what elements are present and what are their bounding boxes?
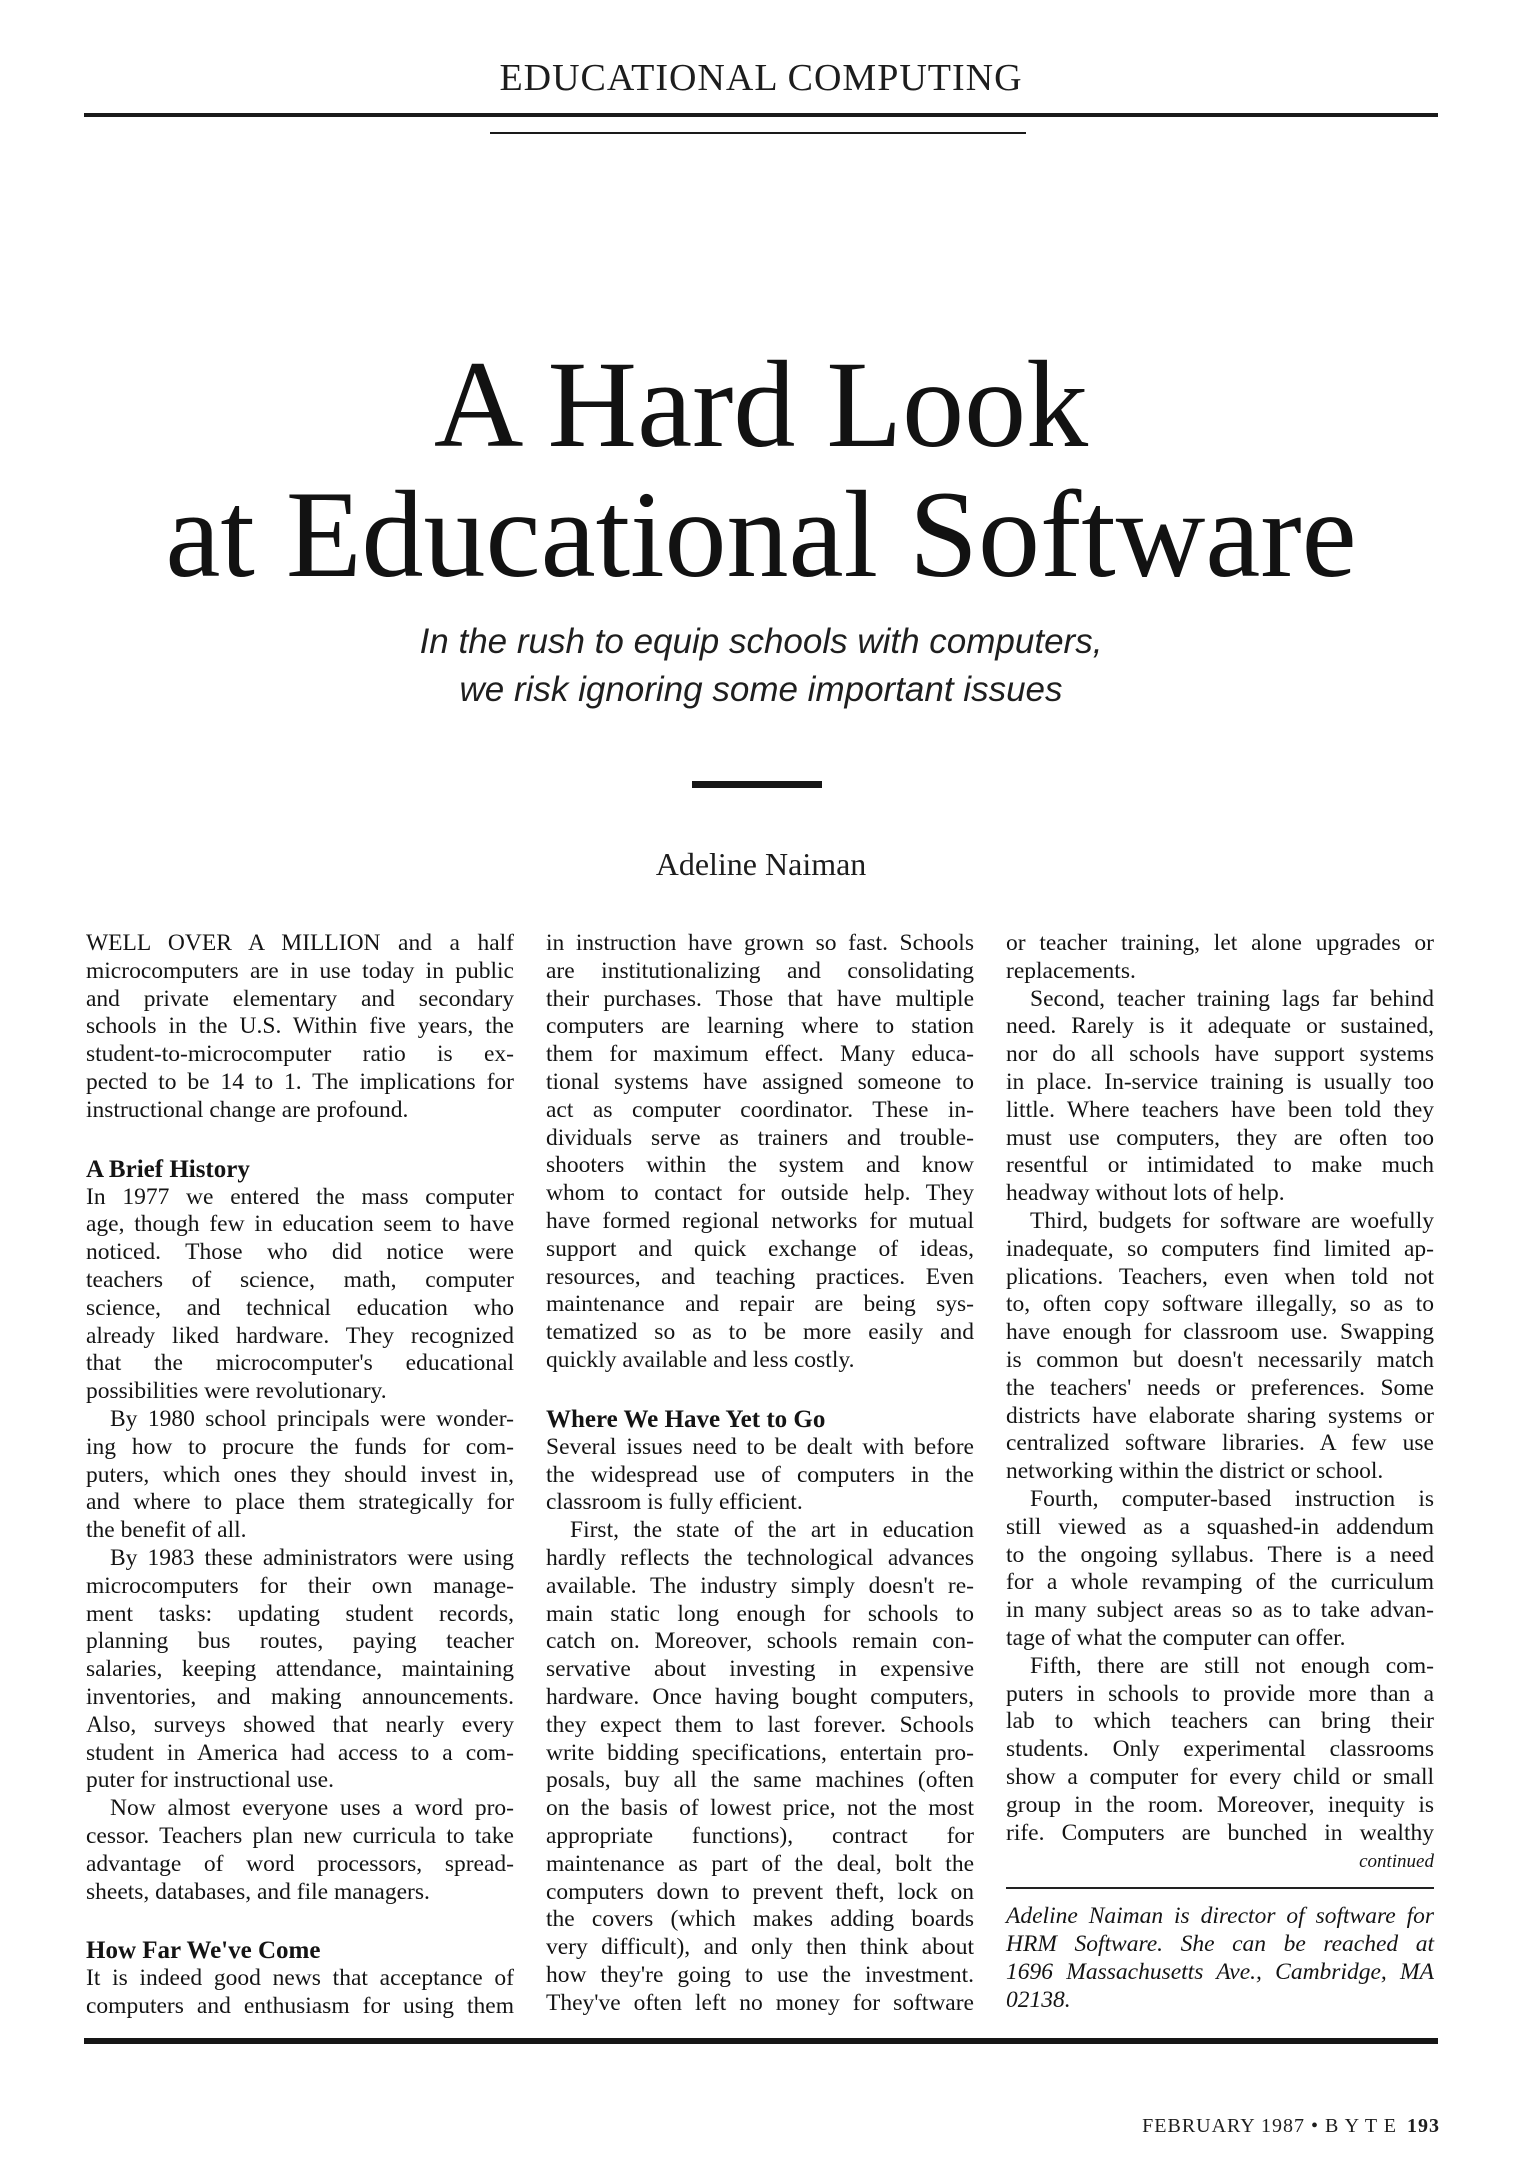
text-line: act as computer coordinator. These in- (546, 1096, 974, 1123)
text-line: and private elementary and secondary (86, 985, 514, 1012)
text-line: available. The industry simply doesn't re- (546, 1572, 974, 1599)
author-bio (1006, 1903, 1434, 2014)
text-line: how they're going to use the investment. (546, 1961, 974, 1988)
text-line: student-to-microcomputer ratio is ex- (86, 1041, 514, 1068)
text-line: hardware. Once having bought computers, (546, 1683, 974, 1710)
text-line: tematized so as to be more easily and (546, 1319, 974, 1346)
text-line: districts have elaborate sharing systems or (1006, 1402, 1434, 1429)
text-line: teachers of science, math, computer (86, 1266, 514, 1293)
text-line: very difficult), and only then think about (546, 1934, 974, 1961)
section-label: EDUCATIONAL COMPUTING (499, 57, 1023, 99)
text-line: First, the state of the art in education (570, 1517, 974, 1544)
text-line: the teachers' needs or preferences. Some (1006, 1374, 1434, 1401)
text-line: puters, which ones they should invest in, (86, 1461, 514, 1488)
text-line: ing how to procure the funds for com- (86, 1433, 514, 1460)
text-line: still viewed as a squashed-in addendum (1006, 1513, 1434, 1540)
text-line: salaries, keeping attendance, maintaining (86, 1656, 514, 1683)
text-line: quickly available and less costly. (546, 1346, 855, 1373)
text-line: pected to be 14 to 1. The implications for (86, 1068, 514, 1095)
text-line: By 1983 these administrators were using (110, 1544, 514, 1571)
text-line: for a whole revamping of the curriculum (1006, 1569, 1434, 1596)
text-line: By 1980 school principals were wonder- (110, 1405, 514, 1432)
text-line: catch on. Moreover, schools remain con- (546, 1628, 974, 1655)
text-line: planning bus routes, paying teacher (86, 1628, 514, 1655)
text-line: must use computers, they are often too (1006, 1124, 1434, 1151)
text-line: them for maximum effect. Many educa- (546, 1041, 974, 1068)
subtitle-line-1: In the rush to equip schools with computers, (419, 622, 1103, 661)
text-line: networking within the district or school. (1006, 1458, 1384, 1485)
text-line: Fourth, computer-based instruction is (1030, 1485, 1434, 1512)
text-line: dividuals serve as trainers and trouble- (546, 1124, 974, 1151)
text-line: Now almost everyone uses a word pro- (110, 1795, 514, 1822)
text-line: whom to contact for outside help. They (546, 1180, 974, 1207)
text-line: Third, budgets for software are woefully (1030, 1207, 1434, 1234)
text-line: schools in the U.S. Within five years, the (86, 1013, 514, 1040)
text-line: hardly reflects the technological advances (546, 1544, 974, 1571)
text-line: maintenance as part of the deal, bolt the (546, 1850, 974, 1877)
text-line: tage of what the computer can offer. (1006, 1624, 1346, 1651)
paragraph (1006, 1486, 1434, 1653)
text-line: maintenance and repair are being sys- (546, 1291, 974, 1318)
text-line: Fifth, there are still not enough com- (1030, 1652, 1434, 1679)
paragraph (86, 1965, 514, 2021)
text-line: classroom is fully efficient. (546, 1489, 803, 1516)
text-line: on the basis of lowest price, not the most (546, 1795, 974, 1822)
text-line: the benefit of all. (86, 1517, 247, 1544)
text-line: age, though few in education seem to have (86, 1211, 514, 1238)
text-line: advantage of word processors, spread- (86, 1850, 514, 1877)
text-line: instructional change are profound. (86, 1096, 409, 1123)
text-line: tional systems have assigned someone to (546, 1068, 974, 1095)
text-line: headway without lots of help. (1006, 1180, 1285, 1207)
text-line: and where to place them strategically for (86, 1489, 514, 1516)
article-title-line-1: A Hard Look (433, 336, 1089, 473)
text-line: show a computer for every child or small (1006, 1763, 1434, 1790)
text-line: computers and enthusiasm for using them (86, 1993, 514, 2020)
text-line: Also, surveys showed that nearly every (86, 1711, 514, 1738)
paragraph (1006, 1653, 1434, 1848)
text-line: shooters within the system and know (546, 1152, 974, 1179)
section-gap (86, 1125, 514, 1155)
section-gap (86, 1906, 514, 1936)
text-line: centralized software libraries. A few use (1006, 1430, 1434, 1457)
text-line: that the microcomputer's educational (86, 1350, 514, 1377)
paragraph (86, 1184, 514, 1406)
text-line: ment tasks: updating student records, (86, 1600, 514, 1627)
text-line: possibilities were revolutionary. (86, 1378, 387, 1405)
text-line: noticed. Those who did notice were (86, 1239, 514, 1266)
text-line: inventories, and making announcements. (86, 1683, 514, 1710)
text-line: to the ongoing syllabus. There is a need (1006, 1541, 1434, 1568)
text-line: plications. Teachers, even when told not (1006, 1263, 1434, 1290)
section-heading: A Brief History (86, 1155, 250, 1183)
text-line: are institutionalizing and consolidating (546, 957, 974, 984)
text-line: computers are learning where to station (546, 1013, 974, 1040)
text-line: cessor. Teachers plan new curricula to take (86, 1822, 514, 1849)
article-column-2 (546, 930, 974, 2017)
text-line: write bidding specifications, entertain pro- (546, 1739, 974, 1766)
paragraph (86, 1406, 514, 1545)
text-line: They've often left no money for software (546, 1989, 974, 2016)
text-line: In 1977 we entered the mass computer (86, 1183, 514, 1210)
text-line: rife. Computers are bunched in wealthy (1006, 1819, 1434, 1846)
text-line: little. Where teachers have been told they (1006, 1096, 1434, 1123)
text-line: in instruction have grown so fast. Schools (546, 930, 974, 956)
title-divider (692, 781, 822, 788)
section-gap (546, 1375, 974, 1405)
article-column-3 (1006, 930, 1434, 2014)
text-line: main static long enough for schools to (546, 1600, 974, 1627)
continued-label: continued (1359, 1851, 1434, 1873)
bio-line: HRM Software. She can be reached at (1006, 1931, 1434, 1958)
header-rule (84, 113, 1438, 117)
text-line: students. Only experimental classrooms (1006, 1736, 1434, 1763)
subtitle-line-2: we risk ignoring some important issues (459, 670, 1063, 709)
text-line: inadequate, so computers find limited ap- (1006, 1235, 1434, 1262)
paragraph (1006, 986, 1434, 1208)
paragraph (546, 930, 974, 1375)
text-line: microcomputers for their own manage- (86, 1572, 514, 1599)
text-line: they expect them to last forever. Schools (546, 1711, 974, 1738)
header-rule-thin (490, 132, 1026, 134)
paragraph (86, 1545, 514, 1795)
text-line: WELL OVER A MILLION and a half (86, 930, 514, 956)
text-line: microcomputers are in use today in public (86, 957, 514, 984)
bio-line: 1696 Massachusetts Ave., Cambridge, MA (1006, 1958, 1434, 1985)
text-line: student in America had access to a com- (86, 1739, 514, 1766)
bio-line: 02138. (1006, 1986, 1071, 2013)
text-line: the covers (which makes adding boards (546, 1906, 974, 1933)
footer-rule (84, 2038, 1438, 2044)
text-line: appropriate functions), contract for (546, 1822, 974, 1849)
text-line: have enough for classroom use. Swapping (1006, 1319, 1434, 1346)
paragraph (546, 1434, 974, 1517)
text-line: have formed regional networks for mutual (546, 1207, 974, 1234)
text-line: posals, buy all the same machines (often (546, 1767, 974, 1794)
text-line: already liked hardware. They recognized (86, 1322, 514, 1349)
text-line: puters in schools to provide more than a (1006, 1680, 1434, 1707)
text-line: science, and technical education who (86, 1294, 514, 1321)
text-line: puter for instructional use. (86, 1767, 334, 1794)
text-line: computers down to prevent theft, lock on (546, 1878, 974, 1905)
text-line: sheets, databases, and file managers. (86, 1878, 430, 1905)
text-line: need. Rarely is it adequate or sustained, (1006, 1013, 1434, 1040)
text-line: resources, and teaching practices. Even (546, 1263, 974, 1290)
text-line: servative about investing in expensive (546, 1656, 974, 1683)
text-line: It is indeed good news that acceptance of (86, 1965, 514, 1992)
text-line: their purchases. Those that have multiple (546, 985, 974, 1012)
text-line: Several issues need to be dealt with before (546, 1433, 974, 1460)
paragraph (1006, 1208, 1434, 1486)
page-number: 193 (1407, 2115, 1440, 2137)
text-line: resentful or intimidated to make much (1006, 1152, 1434, 1179)
paragraph (546, 1517, 974, 2017)
text-line: is common but doesn't necessarily match (1006, 1346, 1434, 1373)
paragraph (86, 1795, 514, 1906)
text-line: the widespread use of computers in the (546, 1461, 974, 1488)
text-line: replacements. (1006, 957, 1136, 984)
text-line: group in the room. Moreover, inequity is (1006, 1791, 1434, 1818)
article-column-1 (86, 930, 514, 2021)
text-line: Second, teacher training lags far behind (1030, 985, 1434, 1012)
footer-issue: FEBRUARY 1987 • B Y T E (1142, 2115, 1397, 2137)
text-line: in place. In-service training is usually too (1006, 1068, 1434, 1095)
text-line: lab to which teachers can bring their (1006, 1708, 1434, 1735)
text-line: support and quick exchange of ideas, (546, 1235, 974, 1262)
text-line: to, often copy software illegally, so as to (1006, 1291, 1434, 1318)
page-footer (1142, 2115, 1440, 2138)
article-title-line-2: at Educational Software (165, 466, 1357, 603)
section-heading: Where We Have Yet to Go (546, 1405, 826, 1433)
paragraph (1006, 930, 1434, 986)
text-line: or teacher training, let alone upgrades or (1006, 930, 1434, 956)
section-heading: How Far We've Come (86, 1937, 321, 1965)
bio-line: Adeline Naiman is director of software for (1006, 1903, 1434, 1930)
text-line: nor do all schools have support systems (1006, 1041, 1434, 1068)
author-byline: Adeline Naiman (655, 846, 867, 882)
bio-rule (1006, 1887, 1434, 1889)
paragraph (86, 930, 514, 1125)
text-line: in many subject areas so as to take advan- (1006, 1597, 1434, 1624)
